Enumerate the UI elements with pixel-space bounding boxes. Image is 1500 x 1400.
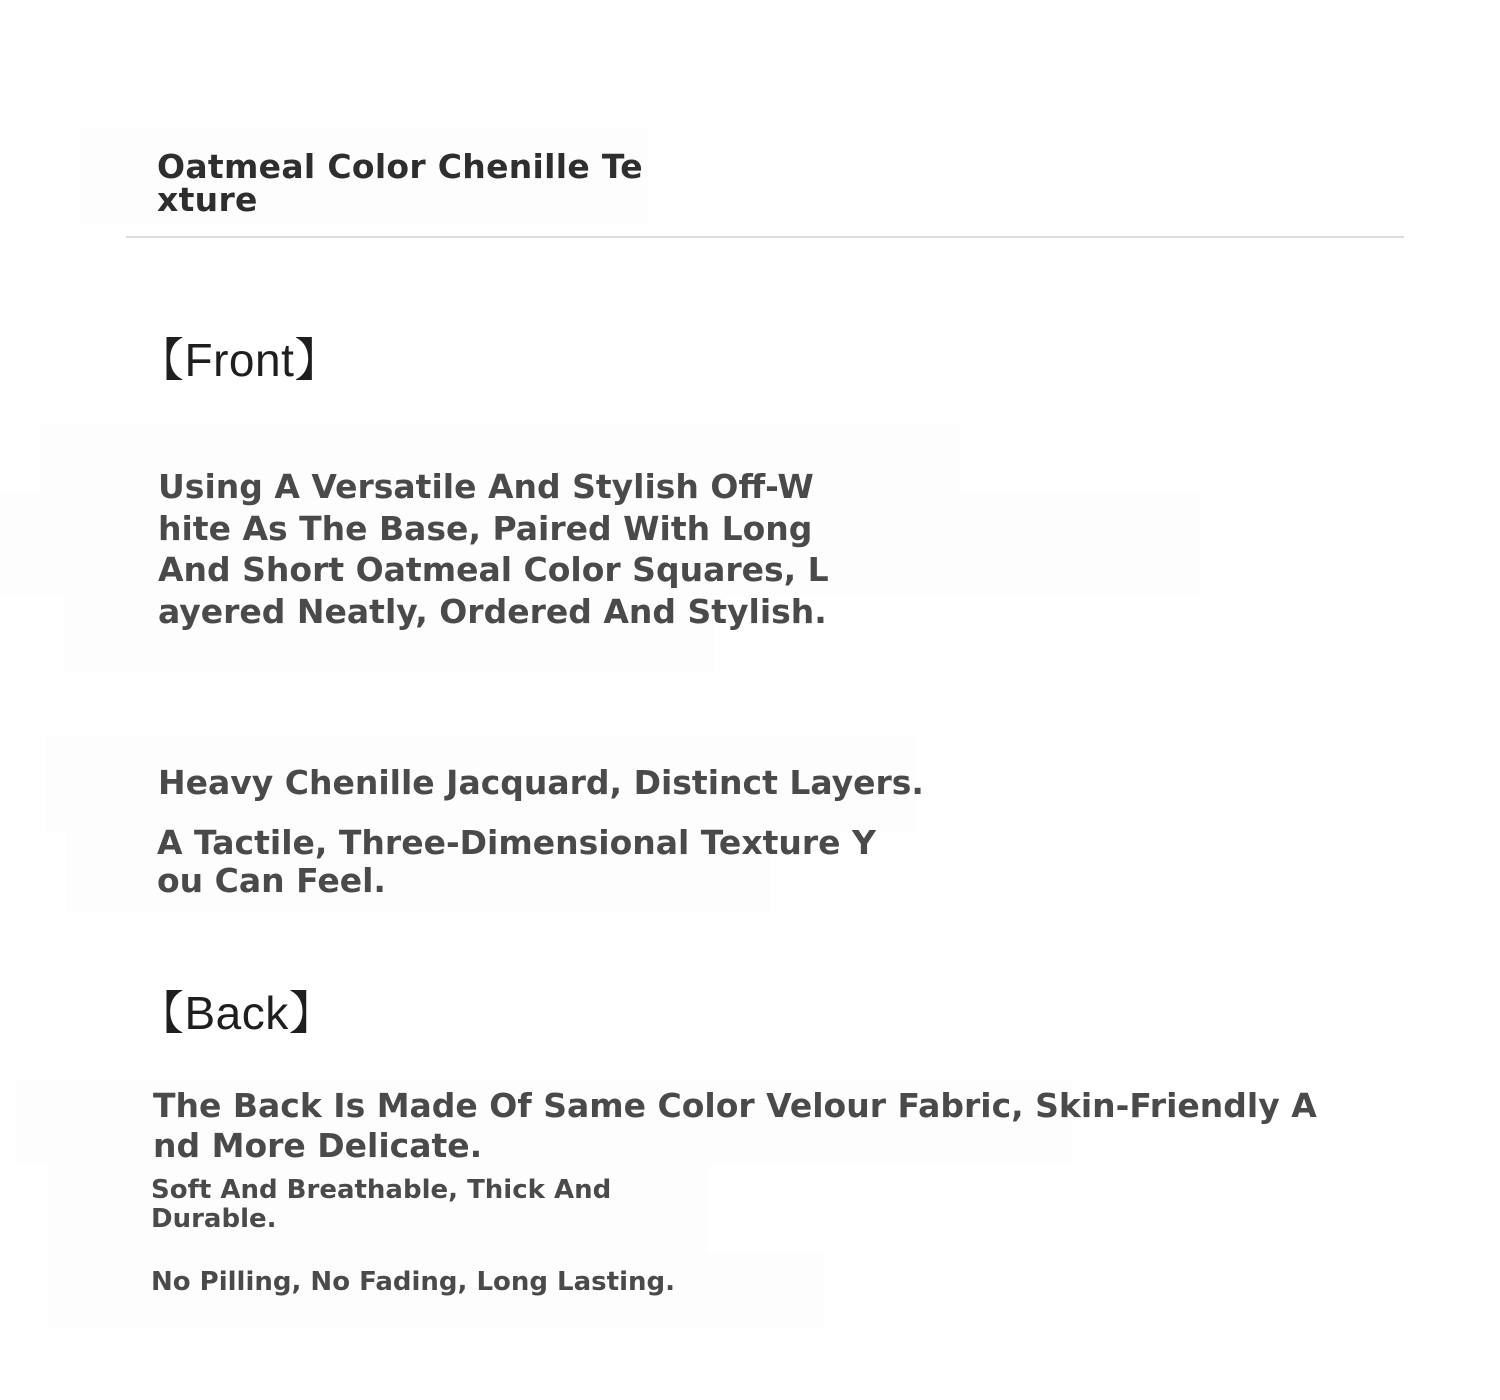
front-description: Using A Versatile And Stylish Off-W hite As The Base, Paired With Long And Short Oatmeal Color Squares, L ayered Neatly, Ordered And Stylish.	[158, 467, 829, 631]
back-heading: 【Back】	[138, 987, 336, 1039]
title-divider	[126, 236, 1404, 238]
product-title: Oatmeal Color Chenille Te xture	[157, 147, 643, 219]
back-feature-durable: No Pilling, No Fading, Long Lasting.	[151, 1267, 675, 1297]
front-feature-chenille: Heavy Chenille Jacquard, Distinct Layers.	[158, 763, 924, 802]
front-heading: 【Front】	[138, 334, 341, 386]
back-description: The Back Is Made Of Same Color Velour Fabric, Skin-Friendly A nd More Delicate.	[153, 1086, 1317, 1165]
front-feature-texture: A Tactile, Three-Dimensional Texture Y ou Can Feel.	[157, 823, 876, 900]
back-feature-breathable: Soft And Breathable, Thick And Durable.	[151, 1175, 612, 1234]
